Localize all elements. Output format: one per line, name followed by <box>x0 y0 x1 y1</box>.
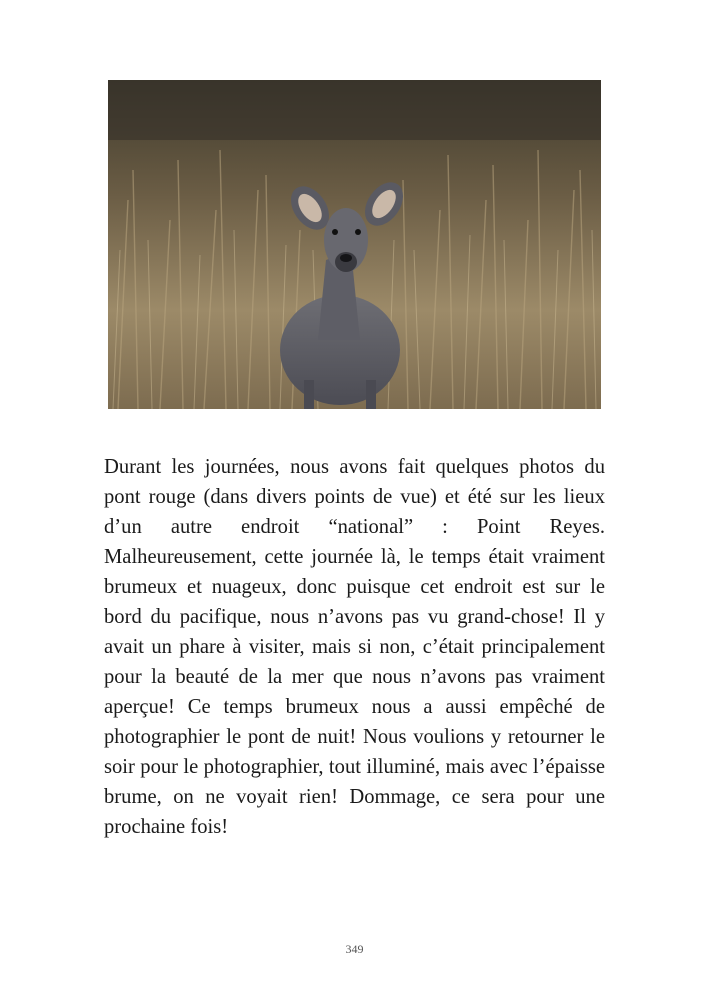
page-number: 349 <box>345 942 364 956</box>
deer-in-tall-grass-photo <box>108 80 601 409</box>
deer-photo <box>108 80 601 409</box>
body-paragraph: Durant les journées, nous avons fait quelques photos du pont rouge (dans divers points de vue) et été sur les lieux d’un autre endroit “national” : Point Reyes. Malheureusement, cette journée là, le temps était vraiment brumeux et nuageux, donc puisque cet endroit est sur le bord du pacifique, nous n’avons pas vu grand-chose! Il y avait un phare à visiter, mais si non, c’était principalement pour la beauté de la mer que nous n’avons pas vraiment aperçue! Ce temps brumeux nous a aussi empêché de photographier le pont de nuit! Nous voulions y retourner le soir pour le photographier, tout illuminé, mais avec l’épaisse brume, on ne voyait rien! Dommage, ce sera pour une prochaine fois! <box>104 456 605 838</box>
